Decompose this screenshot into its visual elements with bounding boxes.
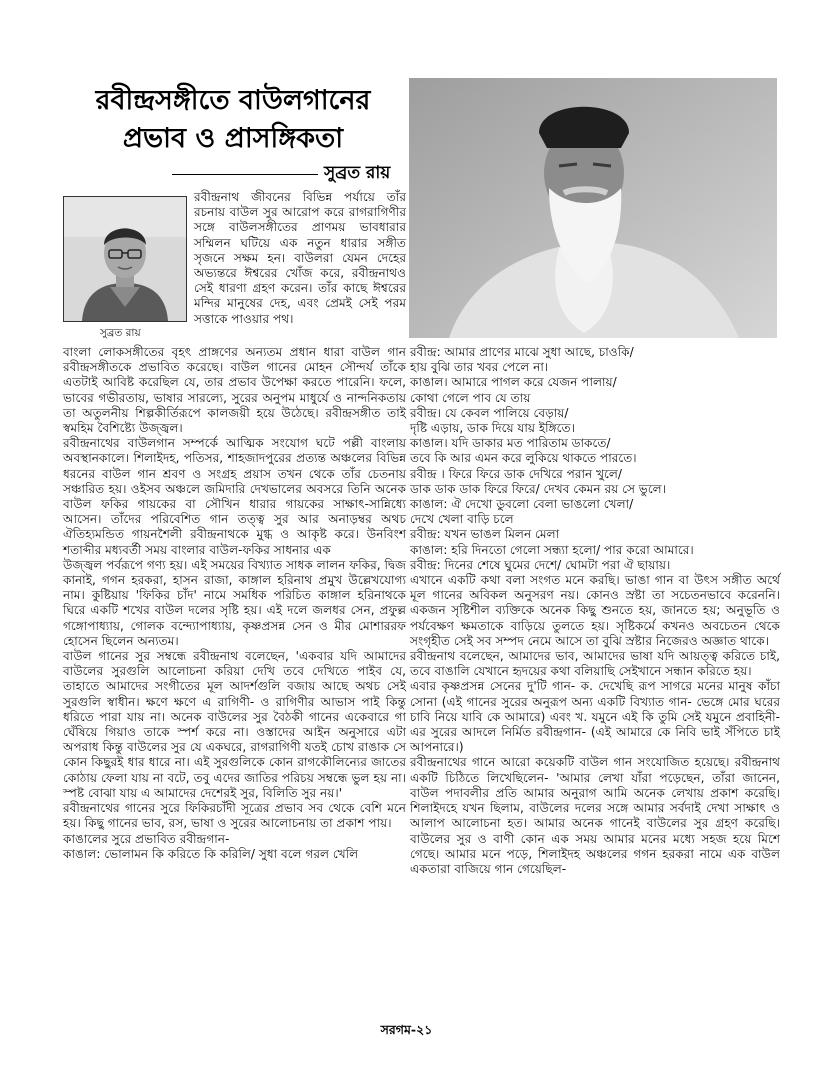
song-line: তবে কি আর এমন করে লুকিয়ে থাকতে পারতে। — [410, 451, 637, 466]
author-photo-caption: সুব্রত রায় — [100, 327, 141, 339]
left-paragraph: কাঙালের সুরে প্রভাবিত রবীন্দ্রগান- — [63, 831, 230, 846]
song-line: রবীন্দ্র: যখন ভাঙল মিলন মেলা — [410, 527, 560, 542]
song-line: রবীন্দ্র। যে কেবল পালিয়ে বেড়ায়/ — [410, 405, 569, 420]
article-title: রবীন্দ্রসঙ্গীতে বাউলগানের প্রভাব ও প্রাসঙ্গিকতা — [95, 85, 371, 154]
tagore-photo — [409, 78, 777, 338]
song-line: কাঙাল। আমারে পাগল করে যেজন পালায়/ — [410, 375, 617, 390]
song-line: হায় বুঝি তার খবর পেলে না। — [410, 360, 549, 375]
song-line: ডাক ডাক ডাক ফিরে ফিরে/ দেখব কেমন রয় সে ভুলে। — [410, 481, 667, 496]
song-line: রবীন্দ্র: আমার প্রাণের মাঝে সুধা আছে, চাওকি/ — [410, 345, 634, 359]
byline-rule — [172, 174, 318, 175]
song-line: কাঙাল: ঐ দেখো ডুবলো বেলা ভাঙলো খেলা/ — [410, 497, 634, 512]
song-line: কোথা গেলে পাব যে তায় — [410, 390, 531, 405]
song-line: কাঙাল। যদি ডাকার মত পারিতাম ডাকতে/ — [410, 436, 611, 451]
right-paragraph: এবার কৃষ্ণপ্রসন্ন সেনের দু'টি গান- ক. দেখেছি রূপ সাগরে মনের মানুষ কাঁচা সোনা (এই গানের সুরের অনুরূপ অন্য একটি বিখ্যাত গান- ভেঙ্গে মোর ঘরের চাবি নিয়ে যাবি কে আমারে) এবং খ. যমুনে এই কি তুমি সেই যমুনে প্রবাহিনী- এর সুরের আদলে নির্মিত রবীন্দ্রগান- (এই আমারে কে নিবি ভাই সঁপিতে চাই আপনারে।) — [410, 679, 780, 755]
author-photo — [63, 196, 187, 322]
left-paragraph: রবীন্দ্রনাথের গানের সুরে ফিকিরচাঁদী সূত্রের প্রভাব সব থেকে বেশি মনে হয়। কিছু গানের ভাব, রস, ভাষা ও সুরের আলোচনায় তা প্রকাশ পায়। — [63, 801, 406, 831]
right-paragraph: এখানে একটি কথা বলা সংগত মনে করছি। ভাঙা গান বা উৎস সঙ্গীত অর্থে মূল গানের অবিকল অনুসরণ নয়। কোনও স্রষ্টা তা সচেতনভাবে করেননি। একজন সৃষ্টিশীল ব্যক্তিকে অনেক কিছু শুনতে হয়, জানতে হয়; অনুভূতি ও পর্যবেক্ষণ ক্ষমতাকে বাড়িয়ে তুলতে হয়। সৃষ্টিকর্মে কখনও অবচেতন থেকে সংগৃহীত সেই সব সম্পদ নেমে আসে তা বুঝি স্রষ্টার নিজেরও অজ্ঞাত থাকে। — [410, 573, 780, 648]
left-column — [63, 345, 406, 862]
intro-paragraph: রবীন্দ্রনাথ জীবনের বিভিন্ন পর্যায়ে তাঁর রচনায় বাউল সুর আরোপ করে রাগরাগিণীর সঙ্গে বাউলসঙ্গীতের প্রাণময় ভাবধারার সম্মিলন ঘটিয়ে এক নতুন ধারার সঙ্গীত সৃজনে সক্ষম হন। বাউলরা যেমন দেহের অভ্যন্তরে ঈশ্বরের খোঁজ করে, রবীন্দ্রনাথও সেই ধারণা গ্রহণ করেন। তাঁর কাছে ঈশ্বরের মন্দির মানুষের দেহ, এবং প্রেমই সেই পরম সত্তাকে পাওয়ার পথ। — [194, 190, 406, 326]
right-paragraph: রবীন্দ্রনাথ বলেছেন, আমাদের ভাব, আমাদের ভাষা যদি আয়ত্ত্ব করিতে চাই, তবে বাঙালি যেখানে হৃদয়ের কথা বলিয়াছি সেইখানে সন্ধান করিতে হয়। — [410, 649, 780, 679]
left-paragraph: রবীন্দ্রনাথের বাউলগান সম্পর্কে আত্মিক সংযোগ ঘটে পল্লী বাংলায় অবস্থানকালে। শিলাইদহ, পতিসর, শাহজাদপুরের প্রত্যন্ত অঞ্চলের বিভিন্ন ধরনের বাউল গান শ্রবণ ও সংগ্রহ প্রয়াস তখন থেকে তাঁর চেতনায় সঞ্চারিত হয়। ওইসব অঞ্চলে জমিদারি দেখভালের অবসরে তিনি অনেক বাউল ফকির গায়কের বা সৌখিন ধারার গায়কের সাক্ষাৎ-সান্নিধ্যে আসেন। তাঁদের পরিবেশিত গান তত্ত্ব সুর আর অনাড়ম্বর অথচ ঐতিহ্যমন্ডিত গায়নশৈলী রবীন্দ্রনাথকে মুগ্ধ ও আকৃষ্ট করে। উনবিংশ শতাব্দীর মধ্যবর্তী সময় বাংলার বাউল-ফকির সাধনার এক — [63, 436, 406, 557]
right-paragraph: রবীন্দ্রনাথের গানে আরো কয়েকটি বাউল গান সংযোজিত হয়েছে। রবীন্দ্রনাথ একটি চিঠিতে লিখেছিলেন- 'আমার লেখা যাঁরা পড়েছেন, তাঁরা জানেন, বাউল পদাবলীর প্রতি আমার অনুরাগ আমি অনেক লেখায় প্রকাশ করেছি। শিলাইদহে যখন ছিলাম, বাউলের দলের সঙ্গে আমার সর্বদাই দেখা সাক্ষাৎ ও আলাপ আলোচনা হত। আমার অনেক গানেই বাউলের সুর গ্রহণ করেছি। বাউলের সুর ও বাণী কোন এক সময় আমার মনের মধ্যে সহজ হয়ে মিশে গেছে। আমার মনে পড়ে, শিলাইদহ অঞ্চলের গগন হরকরা নামে এক বাউল একতারা বাজিয়ে গান গেয়েছিল- — [410, 755, 780, 876]
song-line: রবীন্দ্র । ফিরে ফিরে ডাক দেখিরে পরান খুলে/ — [410, 466, 622, 481]
right-column — [410, 345, 780, 877]
song-line: দৃষ্টি এড়ায়, ডাক দিয়ে যায় ইঙ্গিতে। — [410, 421, 575, 436]
song-line: দেখে খেলা বাড়ি চলে — [410, 512, 514, 527]
left-paragraph: বাউল গানের সুর সম্বন্ধে রবীন্দ্রনাথ বলেছেন, 'একবার যদি আমাদের বাউলের সুরগুলি আলোচনা করিয়া দেখি তবে দেখিতে পাইব যে, তাহাতে আমাদের সংগীতের মূল আদর্শগুলি বজায় আছে অথচ সেই সুরগুলি স্বাধীন। ক্ষণে ক্ষণে এ রাগিণী- ও রাগিণীর আভাস পাই কিন্তু ধরিতে পারা যায় না। অনেক বাউলের সুর বৈঠকী গানের একেবারে গা ঘেঁষিয়ে গিয়াও তাকে স্পর্শ করে না। ওস্তাদের আইন অনুসারে এটা অপরাধ কিন্তু বাউলের সুর যে একঘরে, রাগরাগিণী যতই চোখ রাঙাক সে কোন কিছুরই ধার ধারে না। এই সুরগুলিকে কোন রাগকৌলিন্যের জাতের কোঠায় ফেলা যায় না বটে, তবু এদের জাতির পরিচয় সম্বন্ধে ভুল হয় না। স্পষ্ট বোঝা যায় এ আমাদের দেশেরই সুর, বিলিতি সুর নয়।' — [63, 649, 406, 800]
page-footer: সরগম-২১ — [380, 1022, 433, 1037]
left-paragraph: বাংলা লোকসঙ্গীতের বৃহৎ প্রাঙ্গণের অন্যতম প্রধান ধারা বাউল গান রবীন্দ্রসঙ্গীতকে প্রভাবিত করেছে। বাউল গানের মোহন সৌন্দর্য তাঁকে এতটাই আবিষ্ট করেছিল যে, তার প্রভাব উপেক্ষা করতে পারেনি। ফলে, ভাবের গভীরতায়, ভাষার সারল্যে, সুরের অনুপম মাধুর্যে ও নান্দনিকতায় তা অতুলনীয় শিল্পকীর্তিরূপে কালজয়ী হয়ে উঠেছে। রবীন্দ্রসঙ্গীত তাই স্বমহিম বৈশিষ্ট্যে উজ্জ্বল। — [63, 345, 406, 436]
left-paragraph: কাঙাল: ভোলামন কি করিতে কি করিলি/ সুধা বলে গরল খেলি — [63, 846, 359, 861]
song-line: কাঙাল: হরি দিনতো গেলো সন্ধ্যা হলো/ পার করো আমারে। — [410, 542, 694, 557]
author-byline: সুব্রত রায় — [324, 163, 391, 183]
song-line: রবীন্দ্র: দিনের শেষে ঘুমের দেশে/ ঘোমটা পরা ঐ ছায়ায়। — [410, 557, 671, 572]
left-paragraph: উজ্জ্বল পর্বরূপে গণ্য হয়। এই সময়ের বিখ্যাত সাধক লালন ফকির, দ্বিজ কানাই, গগন হরকরা, হাসন রাজা, কাঙ্গাল হরিনাথ প্রমুখ উল্লেখযোগ্য নাম। কুষ্টিয়ায় 'ফিকির চাঁদ' নামে সমধিক পরিচিত কাঙ্গাল হরিনাথকে ঘিরে একটি শখের বাউল দলের সৃষ্টি হয়। এই দলে জলধর সেন, প্রফুল্ল গঙ্গোপাধ্যায়, গোলক বন্দ্যোপাধ্যায়, কৃষ্ণপ্রসন্ন সেন ও মীর মোশাররফ হোসেন ছিলেন অন্যতম। — [63, 557, 406, 648]
